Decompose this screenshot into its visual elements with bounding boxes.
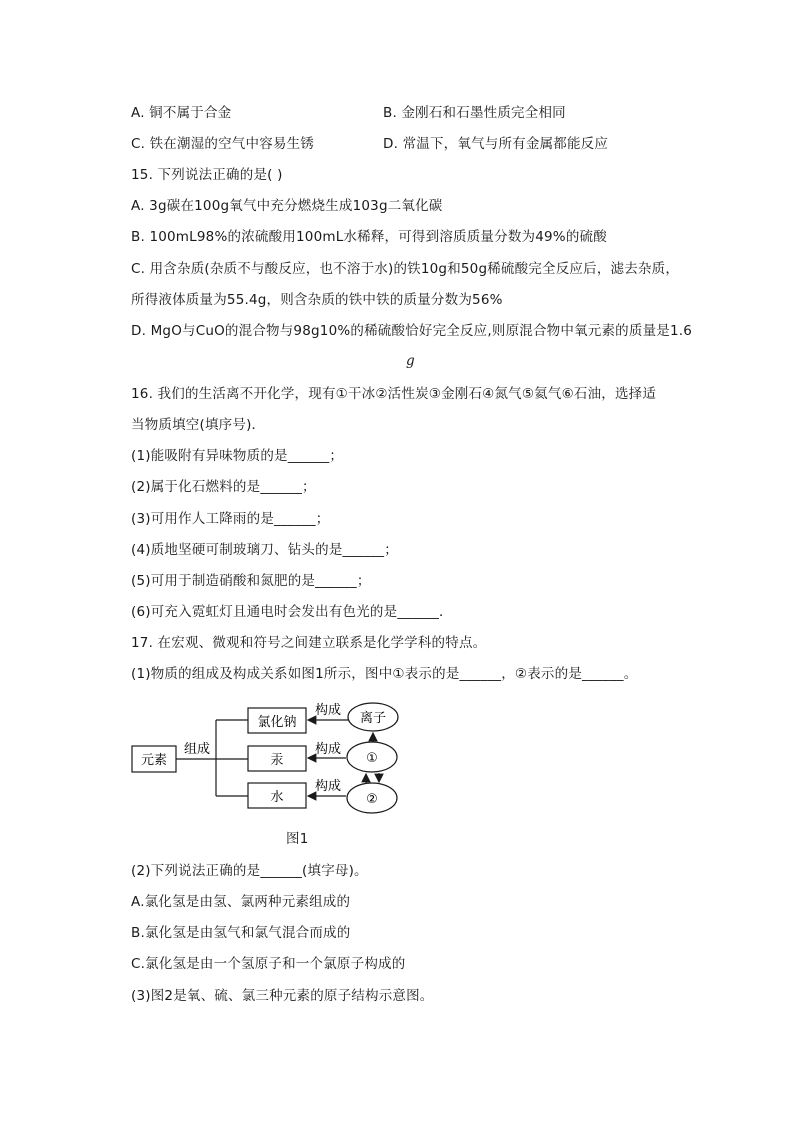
build-label-3: 构成 — [314, 779, 342, 794]
particle-2-label: ② — [366, 792, 378, 807]
particle-ion-label: 离子 — [359, 711, 387, 726]
q15-option-a: A. 3g碳在100g氧气中充分燃烧生成103g二氧化碳 — [131, 198, 443, 214]
q16-item-6: (6)可充入霓虹灯且通电时会发出有色光的是______． — [131, 604, 453, 620]
q16-stem-line2: 当物质填空(填序号)． — [131, 417, 266, 433]
q17-part3: (3)图2是氧、硫、氯三种元素的原子结构示意图。 — [131, 988, 434, 1004]
q15-option-c-line2: 所得液体质量为55.4g，则含杂质的铁中铁的质量分数为56% — [131, 292, 503, 308]
q16-item-4: (4)质地坚硬可制玻璃刀、钻头的是______； — [131, 542, 398, 558]
q16-item-5: (5)可用于制造硝酸和氮肥的是______； — [131, 573, 371, 589]
q17-part2-option-b: B.氯化氢是由氢气和氯气混合而成的 — [131, 925, 351, 941]
substance-label-water: 水 — [270, 790, 284, 805]
particle-1-label: ① — [366, 751, 378, 766]
substance-label-nacl: 氯化钠 — [257, 715, 297, 730]
build-label-1: 构成 — [314, 703, 342, 718]
q17-part2: (2)下列说法正确的是______(填字母)。 — [131, 863, 368, 879]
q16-item-3: (3)可用作人工降雨的是______； — [131, 511, 330, 527]
compose-label: 组成 — [183, 742, 211, 757]
q14-option-d: D. 常温下，氧气与所有金属都能反应 — [383, 136, 609, 152]
q17-part1: (1)物质的组成及构成关系如图1所示，图中①表示的是______，②表示的是______。 — [131, 666, 638, 682]
q17-stem: 17. 在宏观、微观和符号之间建立联系是化学学科的特点。 — [131, 635, 487, 651]
q15-option-d-line1: D. MgO与CuO的混合物与98g10%的稀硫酸恰好完全反应,则原混合物中氧元素的质量是1.6 — [131, 323, 693, 339]
q14-option-c: C. 铁在潮湿的空气中容易生锈 — [131, 136, 315, 152]
figure-1-diagram — [120, 695, 420, 815]
q16-item-2: (2)属于化石燃料的是______； — [131, 479, 316, 495]
q17-part2-option-c: C.氯化氢是由一个氢原子和一个氯原子构成的 — [131, 956, 406, 972]
element-box-label: 元素 — [140, 753, 168, 768]
q15-option-c-line1: C. 用含杂质(杂质不与酸反应，也不溶于水)的铁10g和50g稀硫酸完全反应后，滤去杂质， — [131, 261, 680, 277]
q15-option-d-line2: g — [406, 353, 415, 369]
q17-part2-option-a: A.氯化氢是由氢、氯两种元素组成的 — [131, 894, 351, 910]
figure-1-caption: 图1 — [286, 831, 309, 847]
q14-option-a: A. 铜不属于合金 — [131, 105, 232, 121]
q14-option-b: B. 金刚石和石墨性质完全相同 — [383, 105, 566, 121]
q16-item-1: (1)能吸附有异味物质的是______； — [131, 448, 344, 464]
build-label-2: 构成 — [314, 742, 342, 757]
q15-stem: 15. 下列说法正确的是( ) — [131, 167, 283, 183]
q16-stem-line1: 16. 我们的生活离不开化学，现有①干冰②活性炭③金刚石④氮气⑤氦气⑥石油，选择适 — [131, 386, 657, 402]
q15-option-b: B. 100mL98%的浓硫酸用100mL水稀释，可得到溶质质量分数为49%的硫酸 — [131, 229, 607, 245]
substance-label-mercury: 汞 — [270, 753, 284, 768]
